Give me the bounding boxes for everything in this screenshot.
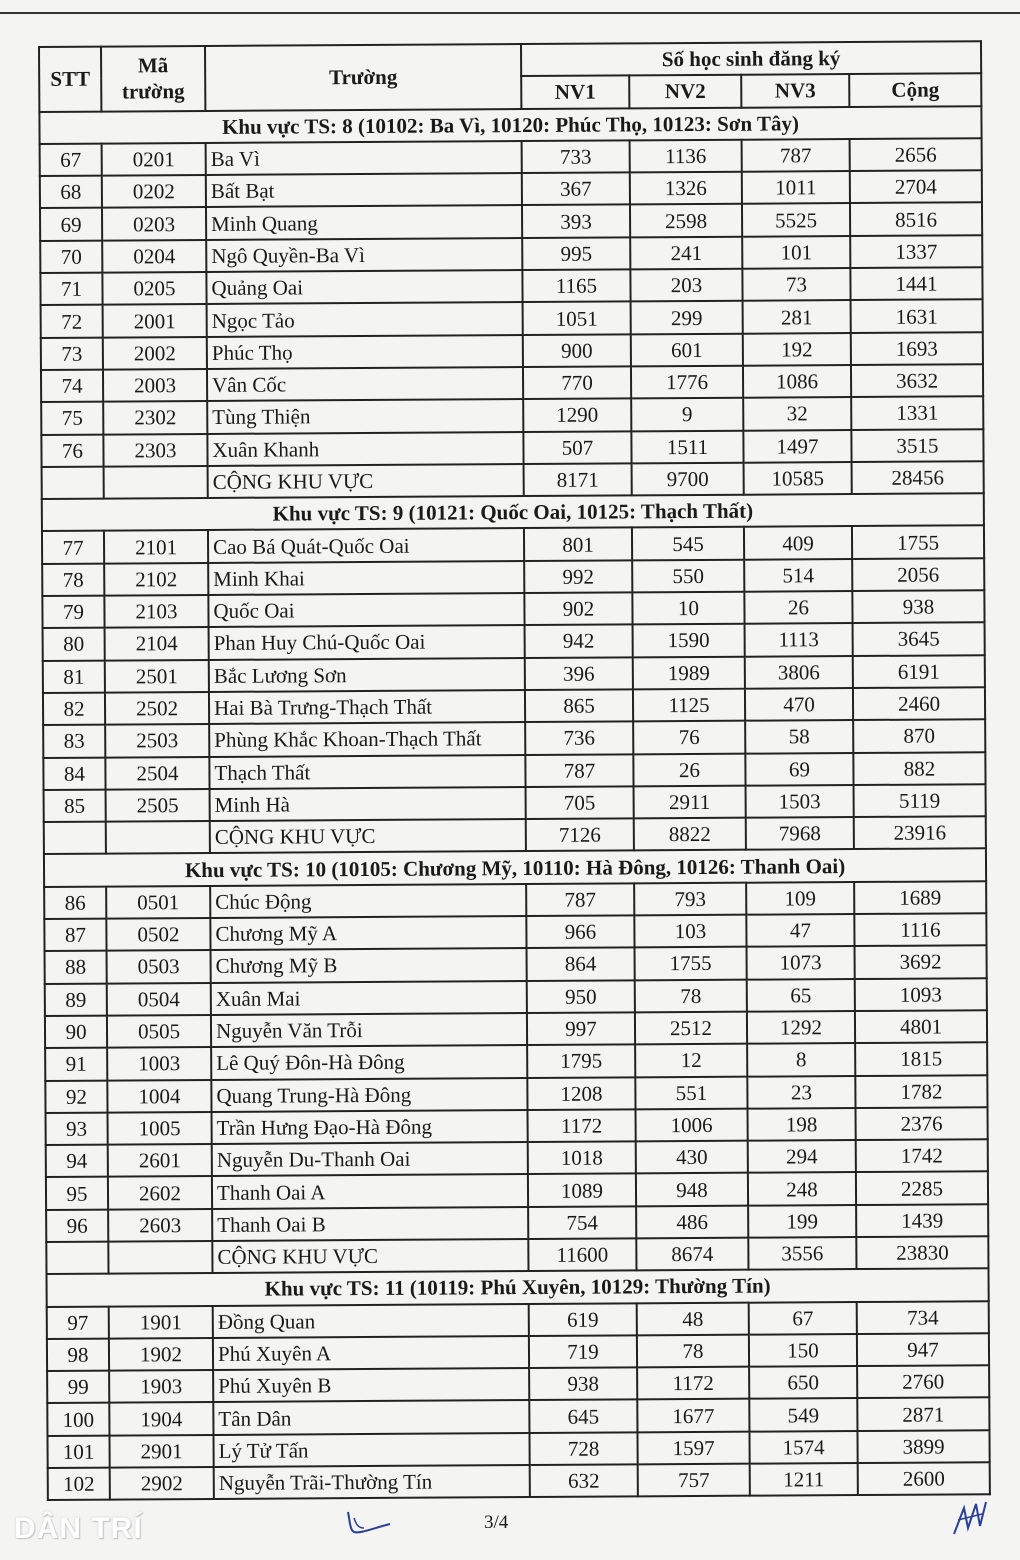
cell-nv2: 1511 [631, 430, 743, 463]
cell-cong: 2285 [856, 1172, 988, 1205]
cell-nv3: 248 [748, 1172, 856, 1205]
cell-nv2: 241 [630, 236, 742, 269]
cell-truong: Bắc Lương Sơn [209, 658, 525, 692]
cell-ma-truong: 2302 [103, 401, 207, 434]
cell-stt: 93 [46, 1112, 108, 1145]
cell-nv1: 966 [526, 915, 634, 948]
cell-nv3: 199 [748, 1205, 856, 1238]
cell-ma-truong: 2501 [105, 660, 209, 693]
table-body [39, 106, 989, 1500]
cell-truong: Cao Bá Quát-Quốc Oai [208, 528, 524, 562]
cell-truong: Xuân Mai [211, 981, 527, 1015]
cell-truong: Bất Bạt [206, 173, 522, 207]
cell-truong: Ba Vì [206, 141, 522, 175]
cell-nv1: 367 [522, 173, 630, 206]
cell-nv1: 801 [524, 528, 632, 561]
total-cong: 23916 [854, 816, 986, 849]
cell-cong: 2760 [857, 1365, 989, 1398]
cell-nv3: 787 [742, 139, 850, 172]
cell-nv1: 902 [524, 592, 632, 625]
header-nv3: NV3 [741, 74, 849, 107]
cell-nv2: 2911 [634, 786, 746, 819]
cell-nv3: 69 [745, 753, 853, 786]
cell-nv2: 1136 [630, 140, 742, 173]
cell-nv3: 8 [747, 1043, 855, 1076]
cell-stt: 89 [45, 983, 107, 1016]
cell-nv3: 1086 [743, 365, 851, 398]
cell-ma-truong: 2003 [103, 369, 207, 402]
cell-stt: 81 [43, 660, 105, 693]
cell-nv1: 1795 [527, 1045, 635, 1078]
cell-truong: Chương Mỹ B [211, 948, 527, 982]
cell-empty [46, 1242, 108, 1275]
cell-stt: 83 [43, 725, 105, 758]
cell-nv2: 948 [636, 1173, 748, 1206]
cell-ma-truong: 0202 [102, 175, 206, 208]
cell-nv1: 393 [522, 205, 630, 238]
cell-stt: 87 [44, 919, 106, 952]
cell-nv1: 719 [529, 1335, 637, 1368]
cell-nv2: 757 [638, 1464, 750, 1497]
cell-cong: 2704 [850, 170, 982, 203]
cell-ma-truong: 2602 [108, 1176, 212, 1209]
cell-truong: Thanh Oai A [212, 1174, 528, 1208]
cell-nv2: 1006 [636, 1108, 748, 1141]
cell-nv3: 73 [742, 268, 850, 301]
cell-stt: 77 [42, 531, 104, 564]
cell-stt: 94 [46, 1145, 108, 1178]
table-row [48, 1462, 990, 1500]
total-label: CỘNG KHU VỰC [210, 819, 526, 853]
cell-nv3: 514 [744, 559, 852, 592]
cell-nv2: 76 [633, 721, 745, 754]
cell-nv2: 1597 [637, 1431, 749, 1464]
cell-truong: Phúc Thọ [207, 335, 523, 369]
total-nv2: 9700 [632, 463, 744, 496]
total-label: CỘNG KHU VỰC [208, 464, 524, 498]
cell-ma-truong: 2504 [105, 756, 209, 789]
cell-cong: 1742 [856, 1139, 988, 1172]
total-nv1: 8171 [524, 463, 632, 496]
cell-stt: 88 [45, 951, 107, 984]
cell-stt: 90 [45, 1016, 107, 1049]
header-nv2: NV2 [629, 75, 741, 108]
cell-nv3: 1113 [745, 623, 853, 656]
watermark-logo: DÂN TRÍ [14, 1512, 143, 1545]
cell-nv2: 9 [631, 398, 743, 431]
cell-truong: Nguyễn Du-Thanh Oai [212, 1142, 528, 1176]
cell-stt: 92 [45, 1080, 107, 1113]
cell-nv2: 48 [637, 1302, 749, 1335]
cell-nv1: 995 [522, 237, 630, 270]
cell-ma-truong: 0205 [102, 272, 206, 305]
cell-truong: Thanh Oai B [212, 1207, 528, 1241]
total-nv3: 10585 [744, 462, 852, 495]
cell-cong: 1093 [855, 978, 987, 1011]
cell-nv3: 5525 [742, 204, 850, 237]
cell-nv3: 198 [748, 1108, 856, 1141]
cell-ma-truong: 1004 [107, 1079, 211, 1112]
cell-stt: 99 [47, 1371, 109, 1404]
cell-ma-truong: 2001 [103, 304, 207, 337]
cell-ma-truong: 0203 [102, 207, 206, 240]
cell-nv3: 192 [743, 333, 851, 366]
cell-nv3: 65 [747, 979, 855, 1012]
cell-stt: 76 [41, 434, 103, 467]
top-rule [0, 12, 1020, 14]
cell-stt: 75 [41, 402, 103, 435]
cell-nv1: 507 [523, 431, 631, 464]
cell-stt: 86 [44, 886, 106, 919]
cell-ma-truong: 2502 [105, 692, 209, 725]
cell-nv2: 1776 [631, 366, 743, 399]
cell-ma-truong: 2002 [103, 337, 207, 370]
cell-nv2: 26 [633, 753, 745, 786]
cell-ma-truong: 1902 [109, 1338, 213, 1371]
cell-truong: Hai Bà Trưng-Thạch Thất [209, 690, 525, 724]
region-title: Khu vực TS: 10 (10105: Chương Mỹ, 10110: Hà Đông, 10126: Thanh Oai) [44, 849, 986, 887]
cell-stt: 85 [44, 789, 106, 822]
cell-nv3: 47 [746, 914, 854, 947]
cell-nv1: 1089 [528, 1174, 636, 1207]
cell-nv2: 12 [635, 1044, 747, 1077]
cell-cong: 8516 [850, 203, 982, 236]
cell-nv3: 294 [748, 1140, 856, 1173]
cell-nv1: 770 [523, 366, 631, 399]
cell-nv1: 1290 [523, 399, 631, 432]
total-cong: 23830 [856, 1236, 988, 1269]
total-nv3: 7968 [746, 817, 854, 850]
cell-empty [42, 466, 104, 499]
cell-nv2: 793 [634, 882, 746, 915]
cell-nv2: 601 [631, 333, 743, 366]
cell-cong: 4801 [855, 1010, 987, 1043]
cell-truong: Phú Xuyên A [213, 1336, 529, 1370]
total-cong: 28456 [852, 461, 984, 494]
total-nv2: 8674 [636, 1238, 748, 1271]
cell-nv3: 650 [749, 1366, 857, 1399]
cell-nv2: 1590 [633, 624, 745, 657]
cell-truong: Phan Huy Chú-Quốc Oai [209, 625, 525, 659]
cell-ma-truong: 0505 [107, 1015, 211, 1048]
cell-nv1: 938 [529, 1368, 637, 1401]
registration-table [38, 40, 991, 1501]
cell-nv3: 26 [744, 591, 852, 624]
cell-stt: 97 [47, 1306, 109, 1339]
cell-cong: 938 [852, 590, 984, 623]
cell-cong: 2656 [850, 138, 982, 171]
cell-cong: 1331 [851, 396, 983, 429]
total-nv1: 7126 [526, 819, 634, 852]
cell-truong: Phú Xuyên B [213, 1368, 529, 1402]
cell-nv1: 728 [529, 1432, 637, 1465]
cell-nv2: 2512 [635, 1012, 747, 1045]
cell-ma-truong: 0204 [102, 240, 206, 273]
cell-ma-truong: 2503 [105, 724, 209, 757]
cell-cong: 1337 [850, 235, 982, 268]
cell-stt: 80 [43, 628, 105, 661]
cell-ma-truong: 0503 [107, 950, 211, 983]
cell-empty [106, 821, 210, 854]
cell-truong: Tùng Thiện [207, 399, 523, 433]
cell-nv1: 1208 [527, 1077, 635, 1110]
cell-ma-truong: 2902 [110, 1467, 214, 1500]
cell-ma-truong: 1901 [109, 1306, 213, 1339]
cell-nv1: 900 [523, 334, 631, 367]
cell-truong: Quang Trung-Hà Đông [211, 1078, 527, 1112]
cell-cong: 2600 [858, 1462, 990, 1495]
cell-truong: Tân Dân [213, 1400, 529, 1434]
cell-nv1: 950 [527, 980, 635, 1013]
cell-ma-truong: 0502 [106, 918, 210, 951]
cell-stt: 71 [40, 273, 102, 306]
cell-cong: 1689 [854, 881, 986, 914]
cell-truong: Thạch Thất [209, 755, 525, 789]
cell-ma-truong: 2104 [105, 627, 209, 660]
cell-nv3: 470 [745, 688, 853, 721]
cell-ma-truong: 1005 [108, 1112, 212, 1145]
cell-nv1: 865 [525, 689, 633, 722]
region-title: Khu vực TS: 11 (10119: Phú Xuyên, 10129: Thường Tín) [47, 1268, 989, 1306]
cell-truong: Nguyễn Trãi-Thường Tín [214, 1465, 530, 1499]
cell-cong: 3645 [853, 623, 985, 656]
total-nv3: 3556 [748, 1237, 856, 1270]
cell-cong: 2871 [857, 1398, 989, 1431]
cell-stt: 95 [46, 1177, 108, 1210]
cell-ma-truong: 2101 [104, 530, 208, 563]
cell-truong: Xuân Khanh [207, 432, 523, 466]
header-so-hoc-sinh: Số học sinh đăng ký [521, 41, 981, 76]
cell-stt: 102 [48, 1468, 110, 1501]
cell-empty [104, 466, 208, 499]
cell-ma-truong: 1903 [109, 1370, 213, 1403]
cell-stt: 67 [40, 144, 102, 177]
cell-stt: 84 [43, 757, 105, 790]
cell-nv3: 109 [746, 882, 854, 915]
cell-nv1: 645 [529, 1400, 637, 1433]
cell-ma-truong: 1904 [109, 1402, 213, 1435]
cell-cong: 3899 [857, 1430, 989, 1463]
cell-nv3: 1503 [746, 785, 854, 818]
cell-nv2: 2598 [630, 204, 742, 237]
cell-nv2: 78 [637, 1335, 749, 1368]
cell-cong: 1441 [850, 267, 982, 300]
cell-cong: 1631 [851, 300, 983, 333]
cell-truong: Vân Cốc [207, 367, 523, 401]
cell-ma-truong: 2303 [103, 434, 207, 467]
cell-nv1: 942 [525, 625, 633, 658]
cell-truong: Minh Hà [210, 787, 526, 821]
cell-nv1: 733 [522, 140, 630, 173]
cell-nv1: 619 [529, 1303, 637, 1336]
cell-truong: Minh Quang [206, 206, 522, 240]
header-cong: Cộng [849, 74, 981, 107]
cell-stt: 73 [41, 337, 103, 370]
total-nv2: 8822 [634, 818, 746, 851]
signature-mark-right [950, 1498, 990, 1538]
cell-cong: 1815 [855, 1042, 987, 1075]
cell-nv3: 1073 [747, 946, 855, 979]
cell-nv3: 32 [743, 397, 851, 430]
cell-nv1: 1165 [522, 269, 630, 302]
cell-nv2: 103 [634, 915, 746, 948]
cell-stt: 96 [46, 1209, 108, 1242]
header-stt: STT [39, 47, 101, 112]
cell-nv2: 203 [630, 269, 742, 302]
cell-truong: Ngô Quyền-Ba Vì [206, 238, 522, 272]
cell-cong: 5119 [854, 784, 986, 817]
signature-mark-left [344, 1508, 394, 1538]
cell-truong: Quảng Oai [206, 270, 522, 304]
cell-nv1: 754 [528, 1206, 636, 1239]
cell-nv1: 992 [524, 560, 632, 593]
region-title: Khu vực TS: 8 (10102: Ba Vì, 10120: Phúc Thọ, 10123: Sơn Tây) [39, 106, 981, 144]
cell-nv1: 864 [527, 948, 635, 981]
cell-truong: Nguyễn Văn Trỗi [211, 1013, 527, 1047]
cell-nv1: 632 [530, 1464, 638, 1497]
cell-nv1: 705 [526, 786, 634, 819]
cell-cong: 882 [853, 752, 985, 785]
cell-nv1: 997 [527, 1012, 635, 1045]
cell-stt: 100 [47, 1403, 109, 1436]
cell-nv3: 1292 [747, 1011, 855, 1044]
cell-truong: Lê Quý Đôn-Hà Đông [211, 1045, 527, 1079]
cell-nv2: 486 [636, 1205, 748, 1238]
cell-truong: Ngọc Tảo [207, 302, 523, 336]
cell-stt: 98 [47, 1338, 109, 1371]
cell-cong: 6191 [853, 655, 985, 688]
cell-stt: 82 [43, 693, 105, 726]
cell-truong: Trần Hưng Đạo-Hà Đông [212, 1110, 528, 1144]
cell-truong: Lý Tử Tấn [213, 1433, 529, 1467]
cell-ma-truong: 0501 [106, 886, 210, 919]
cell-cong: 734 [857, 1301, 989, 1334]
cell-stt: 72 [41, 305, 103, 338]
cell-cong: 2460 [853, 687, 985, 720]
cell-stt: 68 [40, 176, 102, 209]
cell-nv3: 23 [747, 1076, 855, 1109]
cell-nv2: 551 [635, 1076, 747, 1109]
header-nv1: NV1 [521, 76, 629, 109]
cell-stt: 79 [42, 596, 104, 629]
cell-nv2: 1172 [637, 1367, 749, 1400]
cell-empty [44, 822, 106, 855]
cell-nv2: 1755 [635, 947, 747, 980]
cell-stt: 69 [40, 208, 102, 241]
cell-cong: 2376 [856, 1107, 988, 1140]
page-number: 3/4 [484, 1512, 509, 1533]
cell-nv3: 281 [743, 300, 851, 333]
cell-stt: 101 [47, 1435, 109, 1468]
cell-cong: 2056 [852, 558, 984, 591]
cell-nv2: 10 [632, 592, 744, 625]
cell-cong: 3692 [855, 946, 987, 979]
cell-truong: Chúc Động [210, 884, 526, 918]
header-truong: Trường [205, 44, 521, 111]
cell-stt: 70 [40, 240, 102, 273]
document-sheet [38, 40, 989, 1501]
cell-ma-truong: 2102 [104, 563, 208, 596]
cell-truong: Đồng Quan [213, 1304, 529, 1338]
cell-nv3: 67 [749, 1302, 857, 1335]
cell-cong: 1755 [852, 526, 984, 559]
cell-nv2: 299 [631, 301, 743, 334]
cell-nv3: 1011 [742, 171, 850, 204]
cell-nv2: 78 [635, 979, 747, 1012]
cell-cong: 1439 [856, 1204, 988, 1237]
cell-cong: 3632 [851, 364, 983, 397]
cell-cong: 947 [857, 1333, 989, 1366]
cell-truong: Phùng Khắc Khoan-Thạch Thất [209, 722, 525, 756]
cell-cong: 1116 [854, 913, 986, 946]
cell-nv3: 58 [745, 720, 853, 753]
cell-cong: 1782 [855, 1075, 987, 1108]
cell-nv2: 1125 [633, 689, 745, 722]
cell-truong: Minh Khai [208, 561, 524, 595]
cell-nv3: 1574 [749, 1431, 857, 1464]
cell-truong: Chương Mỹ A [210, 916, 526, 950]
cell-nv3: 1497 [743, 430, 851, 463]
cell-stt: 91 [45, 1048, 107, 1081]
region-title: Khu vực TS: 9 (10121: Quốc Oai, 10125: Thạch Thất) [42, 493, 984, 531]
cell-ma-truong: 2603 [108, 1209, 212, 1242]
cell-nv2: 550 [632, 559, 744, 592]
cell-nv2: 545 [632, 527, 744, 560]
cell-nv1: 787 [526, 883, 634, 916]
cell-ma-truong: 2601 [108, 1144, 212, 1177]
cell-nv2: 1677 [637, 1399, 749, 1432]
total-label: CỘNG KHU VỰC [212, 1239, 528, 1273]
cell-nv3: 409 [744, 526, 852, 559]
cell-nv1: 396 [525, 657, 633, 690]
cell-nv3: 1211 [750, 1463, 858, 1496]
cell-cong: 3515 [851, 429, 983, 462]
cell-nv3: 549 [749, 1398, 857, 1431]
total-nv1: 11600 [528, 1238, 636, 1271]
cell-ma-truong: 2901 [109, 1435, 213, 1468]
cell-nv1: 736 [525, 722, 633, 755]
cell-stt: 74 [41, 370, 103, 403]
cell-nv1: 1018 [528, 1141, 636, 1174]
cell-nv2: 1989 [633, 656, 745, 689]
cell-ma-truong: 2103 [104, 595, 208, 628]
header-ma-truong: Mã trường [101, 46, 205, 111]
cell-nv1: 787 [525, 754, 633, 787]
cell-nv1: 1051 [523, 302, 631, 335]
cell-nv3: 150 [749, 1334, 857, 1367]
cell-ma-truong: 0504 [107, 983, 211, 1016]
cell-cong: 1693 [851, 332, 983, 365]
cell-nv3: 3806 [745, 656, 853, 689]
cell-nv3: 101 [742, 236, 850, 269]
cell-truong: Quốc Oai [208, 593, 524, 627]
cell-stt: 78 [42, 563, 104, 596]
cell-nv1: 1172 [528, 1109, 636, 1142]
cell-nv2: 1326 [630, 172, 742, 205]
cell-ma-truong: 1003 [107, 1047, 211, 1080]
cell-nv2: 430 [636, 1141, 748, 1174]
cell-ma-truong: 0201 [102, 143, 206, 176]
cell-ma-truong: 2505 [106, 789, 210, 822]
cell-cong: 870 [853, 719, 985, 752]
cell-empty [108, 1241, 212, 1274]
